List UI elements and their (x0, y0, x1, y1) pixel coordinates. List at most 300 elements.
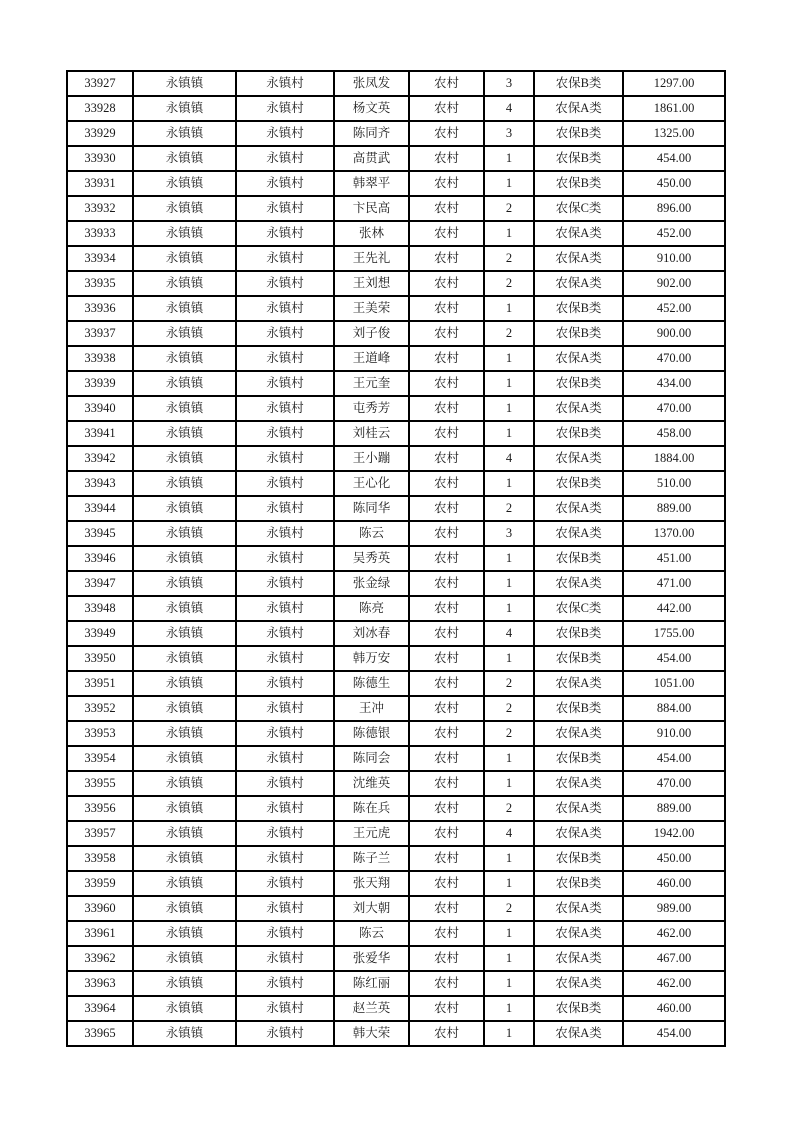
table-row (67, 646, 725, 671)
cell-amount: 451.00 (623, 546, 725, 571)
cell-town: 永镇镇 (133, 996, 236, 1021)
cell-insurance-category: 农保B类 (534, 321, 623, 346)
cell-person-count: 2 (484, 246, 534, 271)
cell-residence-type: 农村 (409, 146, 484, 171)
cell-town: 永镇镇 (133, 146, 236, 171)
table-row (67, 721, 725, 746)
cell-village: 永镇村 (236, 946, 334, 971)
cell-person-count: 1 (484, 871, 534, 896)
cell-record-id: 33965 (67, 1021, 133, 1046)
table-row (67, 396, 725, 421)
cell-insurance-category: 农保A类 (534, 446, 623, 471)
pension-table-body (67, 71, 725, 1046)
cell-person-count: 2 (484, 721, 534, 746)
cell-record-id: 33962 (67, 946, 133, 971)
cell-insurance-category: 农保A类 (534, 396, 623, 421)
cell-person-count: 1 (484, 921, 534, 946)
cell-person-name: 陈德银 (334, 721, 409, 746)
cell-insurance-category: 农保A类 (534, 971, 623, 996)
cell-person-count: 2 (484, 796, 534, 821)
cell-amount: 910.00 (623, 721, 725, 746)
cell-town: 永镇镇 (133, 521, 236, 546)
table-row (67, 1021, 725, 1046)
cell-town: 永镇镇 (133, 621, 236, 646)
cell-insurance-category: 农保A类 (534, 246, 623, 271)
cell-village: 永镇村 (236, 796, 334, 821)
cell-person-name: 赵兰英 (334, 996, 409, 1021)
cell-insurance-category: 农保A类 (534, 271, 623, 296)
cell-amount: 454.00 (623, 646, 725, 671)
cell-person-name: 陈同华 (334, 496, 409, 521)
table-row (67, 146, 725, 171)
cell-insurance-category: 农保B类 (534, 296, 623, 321)
cell-residence-type: 农村 (409, 271, 484, 296)
cell-town: 永镇镇 (133, 821, 236, 846)
cell-person-name: 韩大荣 (334, 1021, 409, 1046)
cell-amount: 470.00 (623, 346, 725, 371)
cell-record-id: 33949 (67, 621, 133, 646)
cell-residence-type: 农村 (409, 621, 484, 646)
cell-person-count: 3 (484, 121, 534, 146)
cell-amount: 458.00 (623, 421, 725, 446)
cell-insurance-category: 农保A类 (534, 946, 623, 971)
cell-person-count: 3 (484, 71, 534, 96)
table-row (67, 621, 725, 646)
cell-record-id: 33959 (67, 871, 133, 896)
cell-person-count: 3 (484, 521, 534, 546)
cell-residence-type: 农村 (409, 471, 484, 496)
cell-insurance-category: 农保A类 (534, 796, 623, 821)
table-row (67, 846, 725, 871)
cell-record-id: 33950 (67, 646, 133, 671)
cell-amount: 454.00 (623, 146, 725, 171)
cell-amount: 889.00 (623, 796, 725, 821)
cell-insurance-category: 农保B类 (534, 471, 623, 496)
table-row (67, 771, 725, 796)
cell-residence-type: 农村 (409, 421, 484, 446)
cell-person-name: 陈同齐 (334, 121, 409, 146)
cell-town: 永镇镇 (133, 471, 236, 496)
cell-town: 永镇镇 (133, 746, 236, 771)
cell-residence-type: 农村 (409, 571, 484, 596)
cell-residence-type: 农村 (409, 696, 484, 721)
table-row (67, 121, 725, 146)
table-row (67, 796, 725, 821)
table-row (67, 296, 725, 321)
cell-insurance-category: 农保B类 (534, 696, 623, 721)
table-row (67, 746, 725, 771)
cell-residence-type: 农村 (409, 671, 484, 696)
cell-town: 永镇镇 (133, 121, 236, 146)
cell-residence-type: 农村 (409, 321, 484, 346)
cell-amount: 510.00 (623, 471, 725, 496)
cell-insurance-category: 农保B类 (534, 171, 623, 196)
cell-insurance-category: 农保A类 (534, 721, 623, 746)
cell-person-name: 陈德生 (334, 671, 409, 696)
cell-insurance-category: 农保B类 (534, 871, 623, 896)
cell-person-count: 4 (484, 446, 534, 471)
cell-person-count: 1 (484, 996, 534, 1021)
cell-person-name: 张爱华 (334, 946, 409, 971)
cell-person-name: 张凤发 (334, 71, 409, 96)
table-row (67, 821, 725, 846)
cell-record-id: 33958 (67, 846, 133, 871)
cell-record-id: 33938 (67, 346, 133, 371)
table-row (67, 221, 725, 246)
cell-person-count: 1 (484, 296, 534, 321)
cell-insurance-category: 农保A类 (534, 571, 623, 596)
cell-village: 永镇村 (236, 646, 334, 671)
cell-town: 永镇镇 (133, 546, 236, 571)
cell-village: 永镇村 (236, 971, 334, 996)
cell-insurance-category: 农保B类 (534, 646, 623, 671)
cell-person-name: 刘桂云 (334, 421, 409, 446)
cell-village: 永镇村 (236, 771, 334, 796)
cell-village: 永镇村 (236, 546, 334, 571)
cell-insurance-category: 农保B类 (534, 746, 623, 771)
cell-residence-type: 农村 (409, 371, 484, 396)
cell-village: 永镇村 (236, 621, 334, 646)
cell-town: 永镇镇 (133, 246, 236, 271)
cell-residence-type: 农村 (409, 296, 484, 321)
cell-person-name: 陈同会 (334, 746, 409, 771)
cell-person-count: 1 (484, 1021, 534, 1046)
cell-residence-type: 农村 (409, 496, 484, 521)
table-row (67, 371, 725, 396)
table-row (67, 871, 725, 896)
cell-record-id: 33932 (67, 196, 133, 221)
cell-record-id: 33945 (67, 521, 133, 546)
cell-person-name: 王刘想 (334, 271, 409, 296)
cell-amount: 460.00 (623, 996, 725, 1021)
cell-town: 永镇镇 (133, 571, 236, 596)
cell-town: 永镇镇 (133, 221, 236, 246)
cell-person-count: 2 (484, 321, 534, 346)
cell-person-name: 王心化 (334, 471, 409, 496)
cell-person-name: 卞民高 (334, 196, 409, 221)
cell-amount: 462.00 (623, 971, 725, 996)
cell-record-id: 33963 (67, 971, 133, 996)
cell-person-name: 陈在兵 (334, 796, 409, 821)
cell-residence-type: 农村 (409, 896, 484, 921)
cell-village: 永镇村 (236, 846, 334, 871)
cell-village: 永镇村 (236, 221, 334, 246)
cell-person-count: 1 (484, 396, 534, 421)
cell-record-id: 33946 (67, 546, 133, 571)
cell-town: 永镇镇 (133, 646, 236, 671)
cell-village: 永镇村 (236, 871, 334, 896)
cell-residence-type: 农村 (409, 746, 484, 771)
cell-residence-type: 农村 (409, 446, 484, 471)
cell-record-id: 33944 (67, 496, 133, 521)
cell-person-name: 屯秀芳 (334, 396, 409, 421)
cell-residence-type: 农村 (409, 596, 484, 621)
cell-town: 永镇镇 (133, 271, 236, 296)
table-row (67, 196, 725, 221)
cell-record-id: 33934 (67, 246, 133, 271)
cell-person-name: 张金绿 (334, 571, 409, 596)
cell-village: 永镇村 (236, 996, 334, 1021)
table-row (67, 471, 725, 496)
cell-village: 永镇村 (236, 1021, 334, 1046)
cell-village: 永镇村 (236, 496, 334, 521)
cell-record-id: 33955 (67, 771, 133, 796)
cell-person-name: 张天翔 (334, 871, 409, 896)
cell-person-count: 2 (484, 696, 534, 721)
cell-village: 永镇村 (236, 71, 334, 96)
table-row (67, 971, 725, 996)
cell-amount: 471.00 (623, 571, 725, 596)
cell-record-id: 33943 (67, 471, 133, 496)
cell-residence-type: 农村 (409, 521, 484, 546)
cell-town: 永镇镇 (133, 696, 236, 721)
cell-person-count: 2 (484, 896, 534, 921)
cell-village: 永镇村 (236, 821, 334, 846)
cell-record-id: 33936 (67, 296, 133, 321)
cell-person-count: 1 (484, 846, 534, 871)
cell-amount: 434.00 (623, 371, 725, 396)
table-row (67, 546, 725, 571)
cell-village: 永镇村 (236, 446, 334, 471)
cell-village: 永镇村 (236, 696, 334, 721)
table-row (67, 246, 725, 271)
cell-village: 永镇村 (236, 896, 334, 921)
cell-insurance-category: 农保B类 (534, 546, 623, 571)
cell-town: 永镇镇 (133, 971, 236, 996)
cell-record-id: 33948 (67, 596, 133, 621)
cell-residence-type: 农村 (409, 921, 484, 946)
cell-amount: 900.00 (623, 321, 725, 346)
cell-person-name: 高贯武 (334, 146, 409, 171)
cell-record-id: 33954 (67, 746, 133, 771)
cell-record-id: 33940 (67, 396, 133, 421)
cell-amount: 989.00 (623, 896, 725, 921)
cell-person-name: 陈亮 (334, 596, 409, 621)
cell-village: 永镇村 (236, 521, 334, 546)
cell-insurance-category: 农保B类 (534, 71, 623, 96)
cell-person-name: 陈云 (334, 521, 409, 546)
cell-amount: 1942.00 (623, 821, 725, 846)
cell-amount: 1297.00 (623, 71, 725, 96)
cell-town: 永镇镇 (133, 846, 236, 871)
cell-amount: 454.00 (623, 1021, 725, 1046)
cell-town: 永镇镇 (133, 321, 236, 346)
cell-insurance-category: 农保C类 (534, 196, 623, 221)
cell-record-id: 33931 (67, 171, 133, 196)
cell-town: 永镇镇 (133, 721, 236, 746)
cell-village: 永镇村 (236, 421, 334, 446)
cell-person-count: 2 (484, 271, 534, 296)
cell-person-count: 1 (484, 371, 534, 396)
cell-person-name: 王美荣 (334, 296, 409, 321)
cell-insurance-category: 农保A类 (534, 821, 623, 846)
cell-town: 永镇镇 (133, 96, 236, 121)
cell-person-count: 2 (484, 496, 534, 521)
cell-person-name: 沈维英 (334, 771, 409, 796)
cell-village: 永镇村 (236, 746, 334, 771)
cell-insurance-category: 农保B类 (534, 121, 623, 146)
cell-person-count: 1 (484, 596, 534, 621)
table-row (67, 446, 725, 471)
cell-amount: 442.00 (623, 596, 725, 621)
cell-insurance-category: 农保A类 (534, 1021, 623, 1046)
cell-person-name: 王元奎 (334, 371, 409, 396)
cell-town: 永镇镇 (133, 596, 236, 621)
cell-amount: 452.00 (623, 221, 725, 246)
cell-town: 永镇镇 (133, 71, 236, 96)
cell-person-count: 1 (484, 946, 534, 971)
cell-town: 永镇镇 (133, 371, 236, 396)
table-row (67, 571, 725, 596)
table-row (67, 921, 725, 946)
cell-village: 永镇村 (236, 371, 334, 396)
table-row (67, 496, 725, 521)
cell-residence-type: 农村 (409, 171, 484, 196)
cell-village: 永镇村 (236, 721, 334, 746)
cell-amount: 1370.00 (623, 521, 725, 546)
cell-amount: 896.00 (623, 196, 725, 221)
cell-town: 永镇镇 (133, 296, 236, 321)
cell-residence-type: 农村 (409, 346, 484, 371)
cell-village: 永镇村 (236, 96, 334, 121)
table-row (67, 346, 725, 371)
cell-town: 永镇镇 (133, 771, 236, 796)
cell-amount: 902.00 (623, 271, 725, 296)
cell-record-id: 33947 (67, 571, 133, 596)
cell-village: 永镇村 (236, 121, 334, 146)
table-row (67, 521, 725, 546)
cell-person-name: 韩万安 (334, 646, 409, 671)
cell-village: 永镇村 (236, 321, 334, 346)
cell-person-count: 1 (484, 171, 534, 196)
table-row (67, 596, 725, 621)
cell-residence-type: 农村 (409, 96, 484, 121)
cell-person-name: 刘子俊 (334, 321, 409, 346)
cell-insurance-category: 农保B类 (534, 421, 623, 446)
cell-village: 永镇村 (236, 171, 334, 196)
cell-residence-type: 农村 (409, 721, 484, 746)
cell-person-count: 1 (484, 346, 534, 371)
cell-person-name: 王道峰 (334, 346, 409, 371)
cell-record-id: 33951 (67, 671, 133, 696)
cell-amount: 884.00 (623, 696, 725, 721)
cell-town: 永镇镇 (133, 446, 236, 471)
cell-residence-type: 农村 (409, 646, 484, 671)
cell-amount: 889.00 (623, 496, 725, 521)
cell-residence-type: 农村 (409, 71, 484, 96)
cell-village: 永镇村 (236, 396, 334, 421)
cell-insurance-category: 农保A类 (534, 346, 623, 371)
table-row (67, 271, 725, 296)
cell-town: 永镇镇 (133, 921, 236, 946)
cell-record-id: 33930 (67, 146, 133, 171)
cell-person-name: 杨文英 (334, 96, 409, 121)
cell-record-id: 33933 (67, 221, 133, 246)
cell-person-count: 2 (484, 196, 534, 221)
cell-town: 永镇镇 (133, 796, 236, 821)
cell-amount: 450.00 (623, 846, 725, 871)
cell-record-id: 33957 (67, 821, 133, 846)
cell-town: 永镇镇 (133, 346, 236, 371)
cell-residence-type: 农村 (409, 1021, 484, 1046)
cell-person-name: 王元虎 (334, 821, 409, 846)
cell-record-id: 33956 (67, 796, 133, 821)
cell-amount: 910.00 (623, 246, 725, 271)
table-row (67, 96, 725, 121)
cell-village: 永镇村 (236, 246, 334, 271)
cell-record-id: 33935 (67, 271, 133, 296)
cell-person-name: 张林 (334, 221, 409, 246)
cell-town: 永镇镇 (133, 671, 236, 696)
cell-amount: 460.00 (623, 871, 725, 896)
cell-insurance-category: 农保C类 (534, 596, 623, 621)
cell-person-count: 1 (484, 746, 534, 771)
cell-person-name: 陈子兰 (334, 846, 409, 871)
cell-village: 永镇村 (236, 671, 334, 696)
cell-record-id: 33961 (67, 921, 133, 946)
table-row (67, 321, 725, 346)
cell-person-name: 王小蹦 (334, 446, 409, 471)
cell-insurance-category: 农保B类 (534, 371, 623, 396)
cell-town: 永镇镇 (133, 171, 236, 196)
cell-person-count: 4 (484, 621, 534, 646)
table-row (67, 896, 725, 921)
cell-town: 永镇镇 (133, 896, 236, 921)
table-row (67, 696, 725, 721)
cell-record-id: 33952 (67, 696, 133, 721)
cell-person-count: 1 (484, 646, 534, 671)
cell-amount: 1051.00 (623, 671, 725, 696)
cell-person-count: 4 (484, 96, 534, 121)
cell-town: 永镇镇 (133, 1021, 236, 1046)
cell-village: 永镇村 (236, 471, 334, 496)
cell-town: 永镇镇 (133, 496, 236, 521)
cell-person-count: 2 (484, 671, 534, 696)
cell-village: 永镇村 (236, 196, 334, 221)
cell-insurance-category: 农保A类 (534, 521, 623, 546)
cell-residence-type: 农村 (409, 871, 484, 896)
cell-amount: 450.00 (623, 171, 725, 196)
table-row (67, 671, 725, 696)
cell-record-id: 33939 (67, 371, 133, 396)
table-row (67, 171, 725, 196)
cell-person-count: 1 (484, 221, 534, 246)
cell-record-id: 33964 (67, 996, 133, 1021)
table-row (67, 946, 725, 971)
cell-person-name: 韩翠平 (334, 171, 409, 196)
cell-person-name: 王冲 (334, 696, 409, 721)
cell-amount: 452.00 (623, 296, 725, 321)
table-row (67, 996, 725, 1021)
cell-insurance-category: 农保B类 (534, 996, 623, 1021)
cell-village: 永镇村 (236, 921, 334, 946)
cell-residence-type: 农村 (409, 771, 484, 796)
cell-record-id: 33942 (67, 446, 133, 471)
cell-person-name: 王先礼 (334, 246, 409, 271)
cell-town: 永镇镇 (133, 421, 236, 446)
cell-residence-type: 农村 (409, 546, 484, 571)
cell-residence-type: 农村 (409, 221, 484, 246)
cell-person-count: 1 (484, 146, 534, 171)
cell-amount: 1884.00 (623, 446, 725, 471)
cell-amount: 470.00 (623, 396, 725, 421)
cell-person-name: 吴秀英 (334, 546, 409, 571)
cell-village: 永镇村 (236, 571, 334, 596)
cell-insurance-category: 农保A类 (534, 671, 623, 696)
cell-village: 永镇村 (236, 146, 334, 171)
cell-residence-type: 农村 (409, 246, 484, 271)
cell-record-id: 33953 (67, 721, 133, 746)
